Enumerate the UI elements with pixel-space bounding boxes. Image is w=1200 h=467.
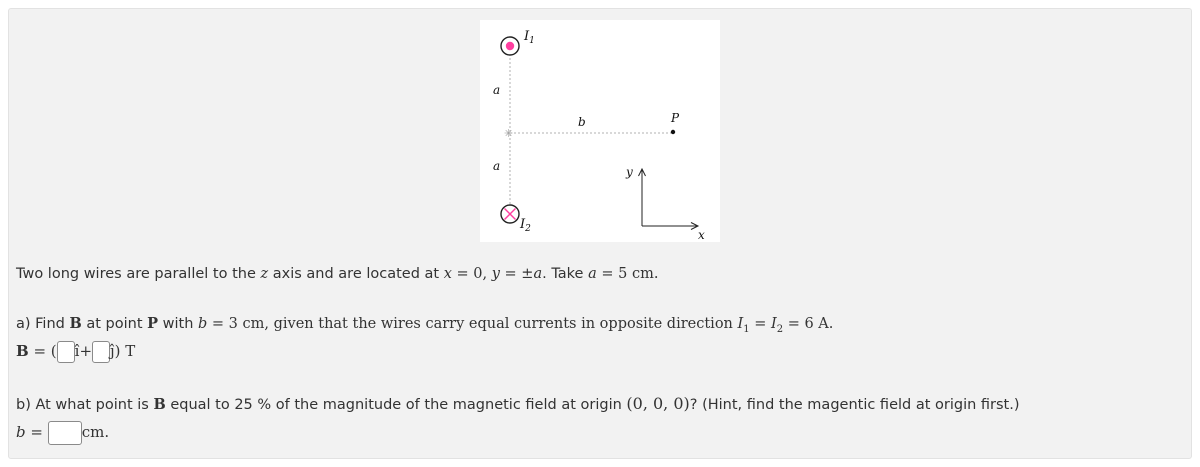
- part-a-answer-row: [16, 341, 135, 363]
- answer-a-j-hat: ĵ) T: [110, 342, 136, 360]
- label-i1: $I_1$: [524, 29, 535, 46]
- answer-a-i-component-input[interactable]: [57, 341, 75, 363]
- label-y-axis: y: [626, 165, 633, 179]
- label-p: P: [671, 111, 680, 125]
- wire-diagram-svg: [480, 20, 720, 242]
- answer-a-j-component-input[interactable]: [92, 341, 110, 363]
- label-i2: $I_2$: [520, 217, 531, 234]
- wire-diagram: [480, 20, 720, 242]
- answer-a-i-hat: î+: [74, 342, 93, 360]
- label-a-top: a: [493, 83, 501, 97]
- part-b-answer-row: [16, 421, 109, 445]
- point-p-dot: [671, 130, 675, 134]
- answer-a-equals: = (: [28, 342, 57, 360]
- answer-b-equals: =: [25, 423, 48, 441]
- problem-statement: Two long wires are parallel to the z axis and are located at x = 0, y = ±a. Take a = 5 cm.: [16, 266, 659, 282]
- answer-b-unit: cm.: [81, 423, 110, 441]
- label-a-bottom: a: [493, 159, 501, 173]
- label-x-axis: x: [698, 228, 705, 242]
- part-b-question: b) At what point is B equal to 25 % of the magnitude of the magnetic field at origin (0, 0, 0)? (Hint, find the magentic field at origin first.): [16, 394, 1020, 413]
- current-out-dot: [506, 42, 514, 50]
- answer-b-input[interactable]: [48, 421, 82, 445]
- part-a-question: a) Find B at point P with b = 3 cm, given that the wires carry equal currents in opposite direction $I_1 = I_2 = 6$ A.: [16, 315, 834, 335]
- answer-a-b-symbol: B: [16, 342, 29, 360]
- answer-b-b-symbol: b: [16, 423, 26, 441]
- label-b: b: [578, 115, 586, 129]
- origin-marker: ✳: [504, 127, 514, 140]
